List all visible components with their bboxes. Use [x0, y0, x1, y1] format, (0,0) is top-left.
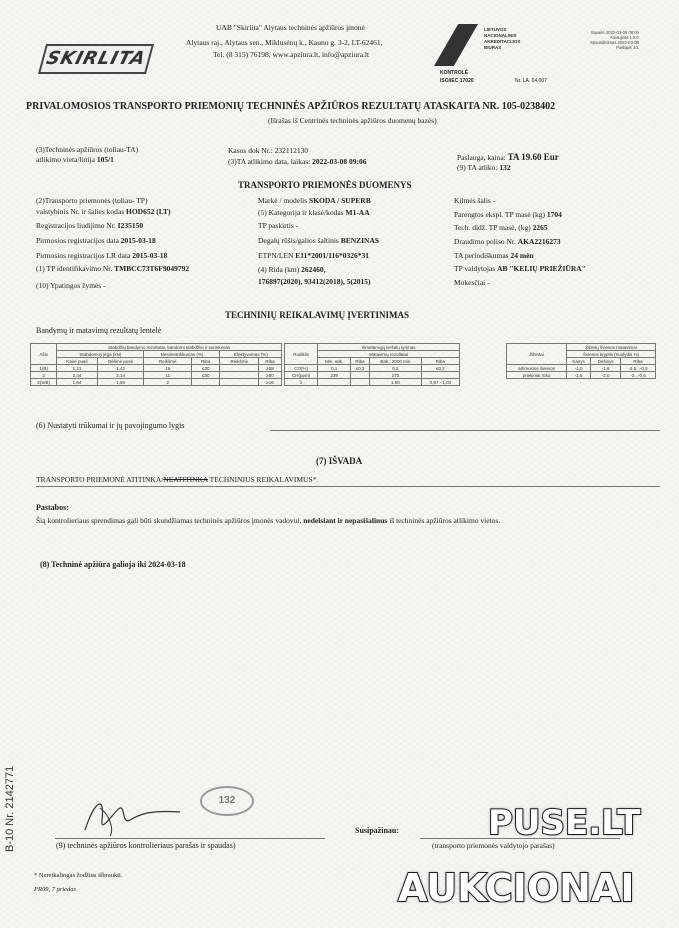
accreditation-number: Nr. LA. 04.007	[515, 78, 547, 84]
lights-group-header: Žibintų šviesos matavimai	[566, 344, 655, 351]
table-row: CH(ppm) 239 270	[285, 372, 460, 379]
conclusion-title: (7) IŠVADA	[316, 456, 363, 466]
period-row: TA periodiškumas 24 mėn	[454, 251, 534, 260]
company-name: UAB "Skirlita" Alytaus techninės apžiūros įmonė	[216, 23, 365, 32]
watermark-line1: PUSE.LT	[488, 803, 641, 843]
measurements-caption: Bandymų ir matavimų rezultatų lentelė	[36, 326, 162, 335]
insurance-row: Draudimo poliso Nr. AKA2216273	[454, 237, 561, 246]
accreditation-control: KONTROLĖ	[440, 70, 469, 76]
mileage-row: (4) Rida (km) 262460,	[258, 265, 326, 274]
ta-performer: (9) TA atliko: 132	[457, 163, 511, 172]
station-label: (3)Techninės apžiūros (toliau-TA)	[36, 145, 139, 154]
tax-row: Mokesčiai -	[454, 278, 490, 287]
table-row: artimosios šviesos -1,0 -1,6 -2,5...-0,5	[507, 365, 656, 372]
defects-label: (6) Nustatyti trūkumai ir jų pavojingumo lygis	[36, 421, 185, 430]
cash-doc: Kasos dok Nr.: 232112130	[228, 146, 309, 155]
defects-line	[270, 430, 660, 431]
form-code: PR09, 7 priedas	[34, 886, 77, 893]
first-reg-row: Pirmosios registracijos data 2015-03-18	[36, 236, 156, 245]
footnote: * Nereikalingas žodžius išbraukti.	[34, 872, 123, 879]
fuel-row: Degalų rūšis/galios šaltinis BENZINAS	[258, 236, 380, 245]
plate-row: valstybinis Nr. ir šalies kodas HOD652 (LT)	[36, 207, 171, 216]
lights-table: Žibintai Žibintų šviesos matavimai Šviesos kryptis (nuolydis %) Kairys Dešinys Riba artimosios šviesos -1,0 -1,6 -2,5...-0,5 priekiniai rūko -1,5 -2,0 -3...-0,5	[506, 343, 656, 379]
conclusion-text: TRANSPORTO PRIEMONĖ ATITINKA/NEATITINKA TECHNINIUS REIKALAVIMUS*.	[36, 475, 319, 484]
conclusion-line	[36, 486, 660, 487]
first-reg-lt-row: Pirmosios registracijos LR data 2015-03-18	[36, 251, 168, 260]
accreditation-logo-icon	[434, 24, 478, 66]
emission-col-param: Rodiklis	[285, 344, 318, 365]
controller-signature-label: (9) techninės apžiūros kontrolieriaus parašas ir spaudas)	[56, 841, 236, 850]
max-mass-row: Tech. didž. TP masė, (kg) 2265	[454, 223, 548, 232]
etpn-row: ETPN/LEN E11*2001/116*0326*31	[258, 251, 370, 260]
struck-text: NEATITINKA	[163, 475, 208, 484]
logo-text: SKIRLITA	[44, 48, 149, 69]
accreditation-iso: ISO/IEC 17020	[440, 78, 474, 84]
purpose-row: TP paskirtis -	[258, 221, 299, 230]
mileage-history: 176897(2020), 93412(2018), 5(2015)	[258, 277, 371, 286]
notes-title: Pastabos:	[36, 503, 69, 512]
brake-group-header: Stabdžių bandymo rezultatai, bandomi stabdžiai ir surinkimas	[57, 344, 282, 351]
emission-table: Rodiklis Išmetamųjų teršalų tyrimas Matavimų rezultatai Min. sūk. Riba Bak.: 2000 min Riba CO(%) 0,1 ≤0,3 0,2 ≤0,2 CH(ppm) 239 270 λ 1,00 0,97 - 1,03	[284, 343, 460, 386]
service-price: Paslauga, kaina: TA 19.60 Eur	[457, 152, 559, 162]
report-title: PRIVALOMOSIOS TRANSPORTO PRIEMONIŲ TECHNINĖS APŽIŪROS REZULTATŲ ATASKAITA NR. 105-0238402	[26, 101, 556, 112]
vin-row: (1) TP identifikavimo Nr. TMBCC73T6F9049792	[36, 264, 190, 273]
controller-signature-icon	[80, 790, 190, 840]
print-meta: Sąvaitė 2022-03-08 09:06 Atnaujinta 1.5.0 Spausdinimas 2022-03-08 Puslapis 1/1	[590, 30, 639, 50]
owner-signature-label: (transporto priemonės valdytojo parašas)	[432, 841, 555, 850]
watermark-line2: AUKCIONAI	[398, 866, 635, 910]
empty-mass-row: Parengtos ekspl. TP masė (kg) 1704	[454, 210, 562, 219]
table-row: 2 2,44 2,14 11 ≤30 ≥50	[31, 372, 282, 379]
special-marks-row: (10) Ypatingos žymės -	[36, 281, 106, 290]
brake-col-axle: Ašis	[31, 344, 57, 365]
controller-signature-line	[55, 838, 325, 839]
station-line-row: atlikimo vieta/linija 105/1	[36, 155, 114, 164]
form-number: B-10 Nr. 2142771	[4, 765, 16, 852]
inspector-stamp: 132	[200, 786, 254, 816]
company-address: Alytaus raj., Alytaus sen., Miklusėnų k., Kauno g. 3-2, LT-62461,	[186, 38, 383, 47]
signed-label: Susipažinau:	[355, 826, 400, 835]
report-subtitle: (Išrašas iš Centrinės techninės apžiūros duomenų bazės)	[268, 116, 437, 125]
origin-row: Kilmės šalis -	[454, 196, 496, 205]
inspection-date: (3)TA atlikimo data, laikas: 2022-03-08 09:06	[228, 157, 367, 166]
vehicle-section-title: TRANSPORTO PRIEMONĖS DUOMENYS	[238, 180, 412, 190]
reg-cert-row: Registracijos liudijimo Nr. I235150	[36, 221, 144, 230]
make-row: Markė / modelis SKODA / SUPERB	[258, 196, 371, 205]
plate-label: (2)Transporto priemonės (toliau- TP)	[36, 196, 148, 205]
notes-text: Šią kontrolieriaus sprendimas gali būti skundžiamas techninės apžiūros įmonės vadovui, nedelsiant ir nepasišalinus iš techninės apžiūros atlikimo vietos.	[36, 516, 501, 525]
validity-row: (8) Techninė apžiūra galioja iki 2024-03-18	[40, 560, 186, 569]
accreditation-text: LIETUVOS NACIONALINIS AKREDITACIJOS BIURAS	[484, 27, 521, 50]
lights-col-name: Žibintai	[507, 344, 567, 365]
table-row: CO(%) 0,1 ≤0,3 0,2 ≤0,2	[285, 365, 460, 372]
table-row: 2(S/B) 1,64 1,60 2 ≥16	[31, 379, 282, 386]
brake-table: Ašis Stabdžių bandymo rezultatai, bandomi stabdžiai ir surinkimas Stabdomoji jėga (kN) Nesimetriškumas (%) Efektyvumas (%) Kairė pusė Dešinė pusė Reikšmė Riba Reikšmė Riba 1(B) 1,21 1,42 16 ≤30 ≥58 2 2,44 2,14 11 ≤30 ≥50 2(S/B) 1,64 1,60 2 ≥16	[30, 343, 282, 386]
table-row: 1(B) 1,21 1,42 16 ≤30 ≥58	[31, 365, 282, 372]
table-row: priekiniai rūko -1,5 -2,0 -3...-0,5	[507, 372, 656, 379]
company-logo	[38, 44, 154, 74]
table-row: λ 1,00 0,97 - 1,03	[285, 379, 460, 386]
emission-group-header: Išmetamųjų teršalų tyrimas	[318, 344, 460, 351]
requirements-title: TECHNINIŲ REIKALAVIMŲ ĮVERTINIMAS	[225, 310, 410, 320]
category-row: (5) Kategorija ir klasė/kodas M1-AA	[258, 208, 370, 217]
company-contacts: Tel. (8 315) 76198, www.apziura.lt, info@apziura.lt	[213, 50, 370, 59]
manager-row: TP valdytojas AB "KELIŲ PRIEŽIŪRA"	[454, 264, 586, 273]
